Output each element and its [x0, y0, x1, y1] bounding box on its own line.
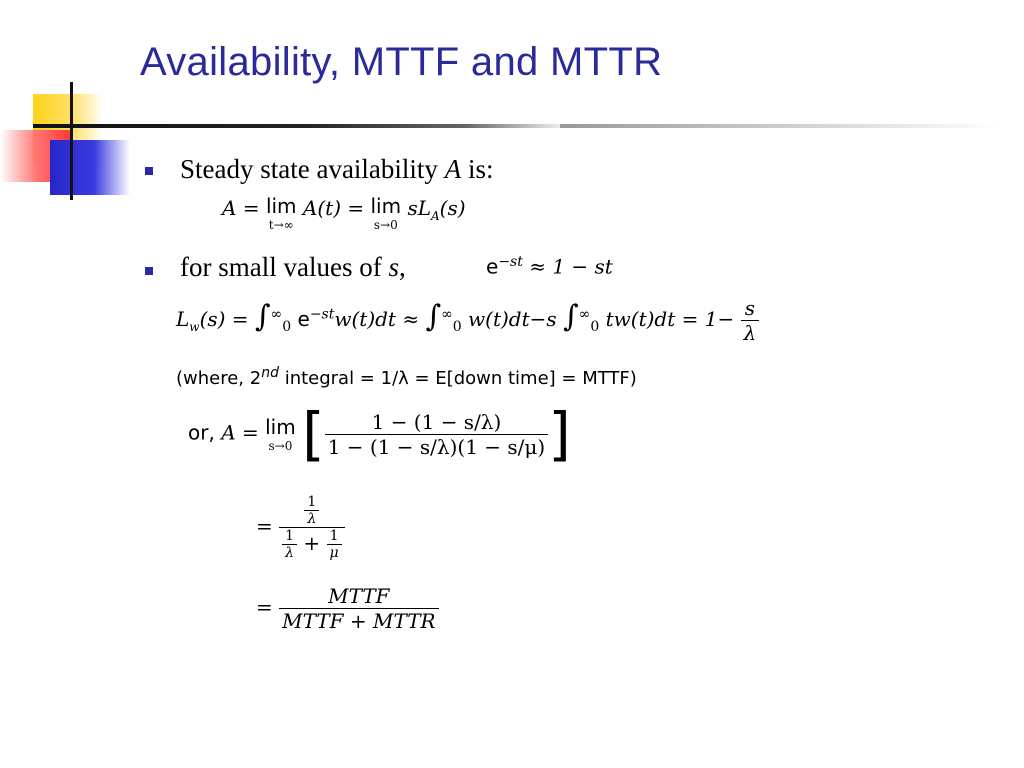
eq1-lim2-sub: s→0: [373, 218, 398, 232]
equation-reciprocal-form: [256, 494, 345, 561]
integral-sign: ∫: [425, 299, 442, 334]
note-prefix: (where, 2: [176, 368, 262, 389]
right-bracket: ]: [548, 400, 571, 468]
eq5-equals: =: [256, 514, 273, 538]
eq1-lim1-sub: t→∞: [268, 218, 294, 232]
eq5-num-frac: [304, 494, 319, 527]
eq3-e: e: [297, 307, 310, 331]
eq6-den: MTTF + MTTR: [282, 609, 436, 633]
equation-exp-approx: [486, 254, 613, 279]
eq3-lhs-sub: w: [189, 320, 200, 334]
equation-availability-limit: A = lim t→∞ A(t) = lim s→0 $sL_A(s)$: [222, 194, 466, 232]
eq1-lim2: lim s→0: [370, 194, 402, 232]
equation-mttf-ratio: [256, 584, 439, 633]
eq5-num-den: λ: [307, 511, 317, 527]
eq5-d2-den: μ: [329, 545, 339, 561]
eq5-d1-num: 1: [282, 528, 297, 545]
eq4-lim-word: lim: [265, 414, 296, 439]
eq6-num: MTTF: [279, 584, 438, 609]
decor-vertical-line: [70, 82, 73, 200]
eq1-rhs-arg: (s): [439, 196, 466, 220]
bullet-variable: s: [388, 252, 399, 282]
bullet-variable: A: [444, 154, 462, 184]
note-second-integral: [176, 365, 637, 389]
equation-availability-or: [188, 400, 571, 468]
eq3-fraction: [741, 296, 760, 345]
equation-laplace-integral: [176, 296, 759, 345]
eq4-lim: [265, 414, 296, 453]
bullet-suffix: is:: [467, 154, 494, 184]
eq1-rhs-sub: A: [431, 209, 440, 223]
eq2-e: e: [486, 254, 499, 279]
eq6-equals: =: [256, 595, 273, 619]
int-lower: 0: [590, 319, 600, 335]
eq4-lhs: A =: [221, 420, 259, 445]
eq3-lhs-arg: (s) =: [199, 307, 249, 331]
eq3-term3: tw(t)dt = 1−: [605, 307, 735, 331]
eq2-rhs: ≈ 1 − st: [529, 254, 613, 279]
eq5-den-frac2: [327, 528, 342, 561]
eq1-at: A(t): [302, 196, 341, 220]
eq3-term2: w(t)dt−s: [468, 307, 557, 331]
eq4-num: 1 − (1 − s/λ): [325, 410, 548, 435]
eq5-plus: +: [303, 531, 321, 555]
eq3-frac-den: λ: [743, 321, 757, 345]
eq3-lhs: L: [176, 307, 190, 331]
eq1-rhs: sL: [407, 196, 431, 220]
bullet-steady-state: [180, 154, 493, 185]
int-lower: 0: [282, 319, 292, 335]
eq6-fraction: [279, 584, 438, 633]
eq5-num: [279, 494, 345, 528]
bullet-suffix: ,: [398, 252, 406, 282]
eq4-lim-sub: s→0: [268, 438, 293, 453]
eq5-den-frac1: [282, 528, 297, 561]
integral-sign: ∫: [254, 299, 271, 334]
note-rest: integral = 1/λ = E[down time] = MTTF): [278, 368, 637, 389]
eq1-lim1: lim t→∞: [265, 194, 297, 232]
bullet-marker: [145, 167, 153, 175]
eq3-term1: w(t)dt ≈: [334, 307, 420, 331]
eq4-prefix: or,: [188, 420, 215, 445]
int-upper: ∞: [270, 306, 283, 323]
int-upper: ∞: [578, 306, 591, 323]
left-bracket: [: [302, 400, 325, 468]
eq5-d2-num: 1: [327, 528, 342, 545]
eq4-den: 1 − (1 − s/λ)(1 − s/μ): [327, 434, 546, 459]
eq3-frac-num: s: [741, 296, 760, 321]
bullet-marker: [145, 267, 153, 275]
decor-blue-block: [50, 140, 130, 195]
integral-sign: ∫: [563, 299, 579, 334]
eq4-fraction: [325, 410, 548, 459]
eq5-d1-den: λ: [285, 545, 295, 561]
slide-title: Availability, MTTF and MTTR: [140, 40, 663, 84]
eq1-lhs: A: [222, 196, 237, 220]
eq5-den: [279, 528, 345, 561]
eq3-exp: −st: [309, 306, 335, 323]
bullet-text: Steady state availability: [180, 154, 438, 184]
bullet-text: for small values of: [180, 252, 382, 282]
note-sup: nd: [261, 365, 279, 381]
int-upper: ∞: [441, 306, 453, 323]
eq5-fraction: [279, 494, 345, 561]
eq2-exp: −st: [498, 254, 523, 270]
eq5-num-num: 1: [304, 494, 319, 511]
title-underline-fade: [560, 124, 1000, 128]
int-lower: 0: [452, 319, 462, 335]
bullet-small-values: [180, 252, 406, 283]
title-underline: [33, 124, 573, 128]
